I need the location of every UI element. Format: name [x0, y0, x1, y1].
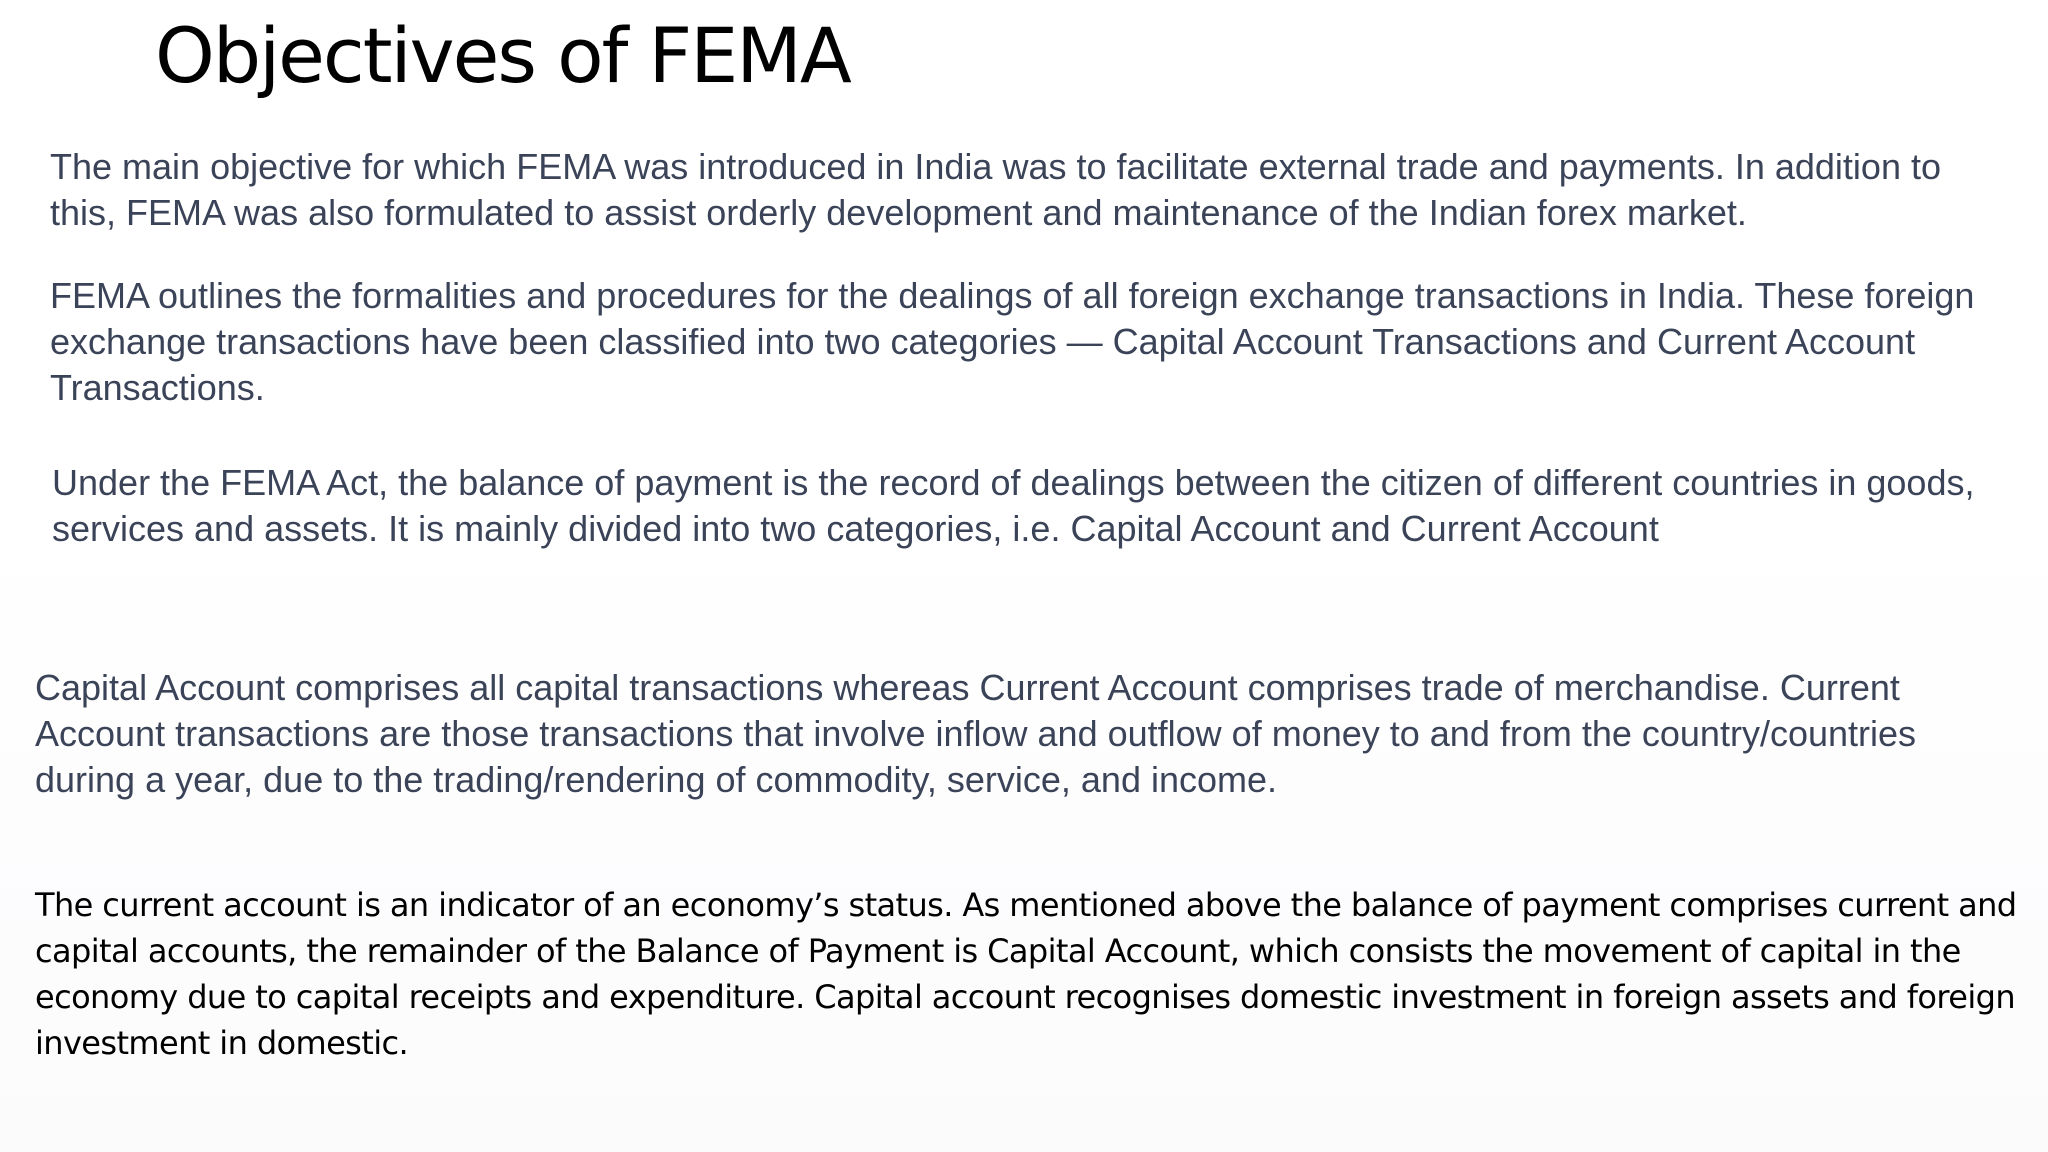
paragraph-main-objective: The main objective for which FEMA was introduced in India was to facilitate external trade and payments. In addition to this, FEMA was also formulated to assist orderly development and maintenance of the Indian forex market. — [50, 146, 1942, 233]
paragraph-balance-of-payment: Under the FEMA Act, the balance of payment is the record of dealings between the citizen of different countries in goods, services and assets. It is mainly divided into two categories, i.e. Capital Account and Current Account — [52, 462, 1975, 549]
paragraph-capital-current-account: Capital Account comprises all capital transactions whereas Current Account comprises trade of merchandise. Current Account transactions are those transactions that involve inflow and outflow of money to and from the country/countries during a year, due to the trading/rendering of commodity, service, and income. — [35, 667, 1917, 800]
paragraph-current-account-indicator: The current account is an indicator of an economy’s status. As mentioned above the balance of payment comprises current and capital accounts, the remainder of the Balance of Payment is Capital Account, which consists the movement of capital in the economy due to capital receipts and expenditure. Capital account recognises domestic investment in foreign assets and foreign investment in domestic. — [35, 886, 2017, 1062]
paragraph-fema-outlines: FEMA outlines the formalities and procedures for the dealings of all foreign exchange transactions in India. These foreign exchange transactions have been classified into two categories — Capital Account Transactions and Current Account Transactions. — [50, 275, 1975, 408]
slide-title: Objectives of FEMA — [155, 11, 850, 100]
